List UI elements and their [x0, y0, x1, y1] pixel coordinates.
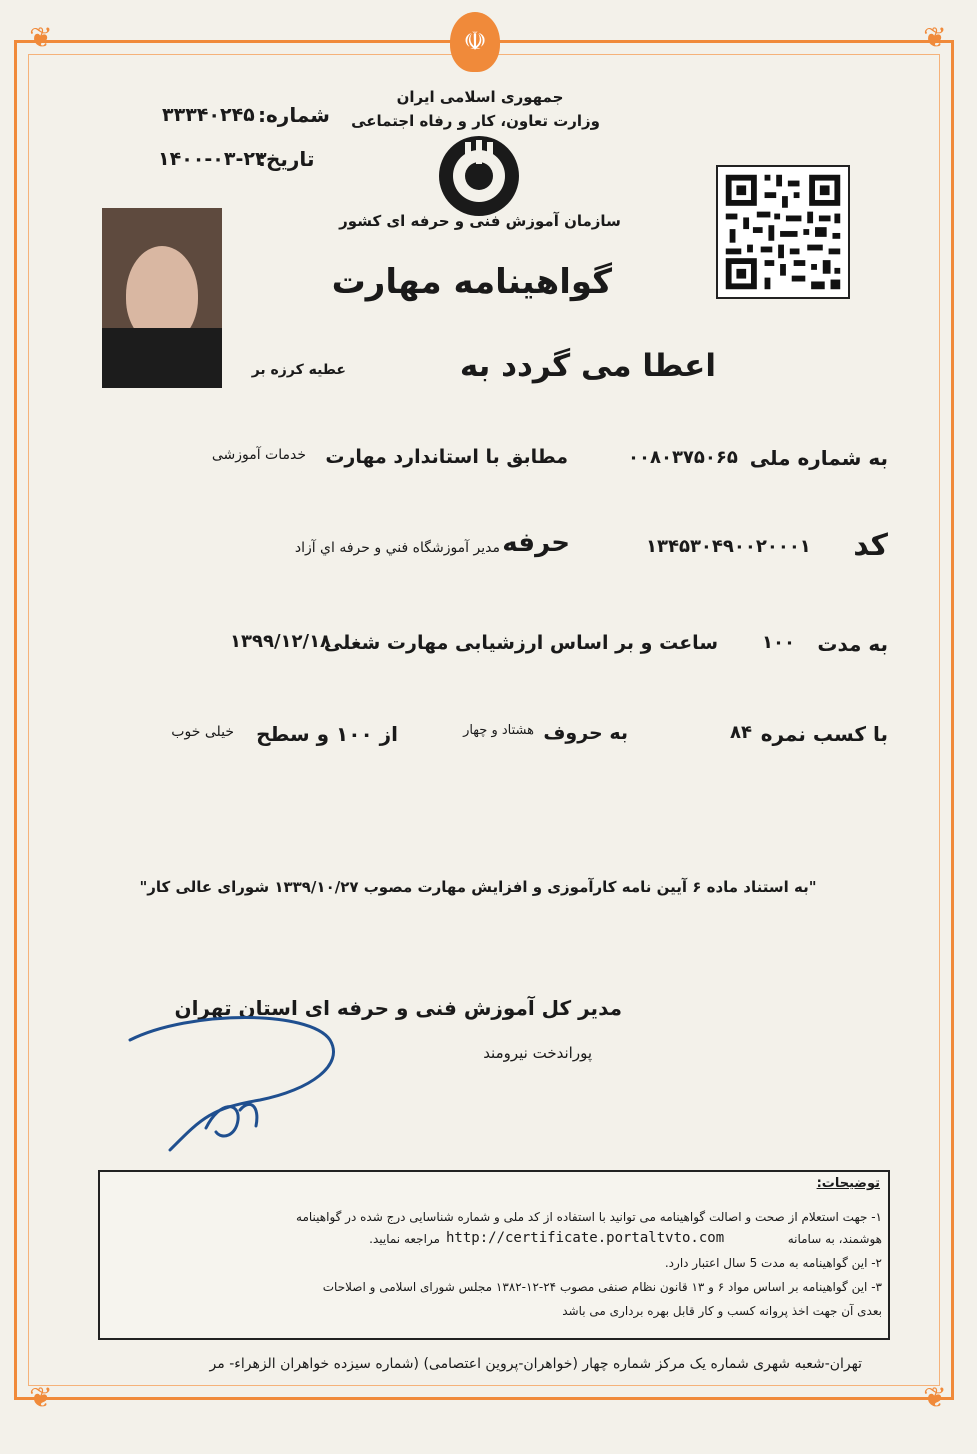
- notes-line-5: بعدی آن جهت اخذ پروانه کسب و کار قابل بهره برداری می باشد: [562, 1304, 882, 1318]
- tvto-logo-icon: [435, 132, 523, 220]
- score-value: ۸۴: [730, 722, 752, 743]
- date-value: ۱۴۰۰-۰۳-۲۳: [158, 148, 267, 170]
- notes-box: [98, 1170, 890, 1340]
- notes-line-4: ۳- این گواهینامه بر اساس مواد ۶ و ۱۳ قانون نظام صنفی مصوب ۲۴-۱۲-۱۳۸۲ مجلس شورای اسلامی و اصلاحات: [322, 1280, 882, 1294]
- code-label: کد: [853, 528, 888, 563]
- signature-icon: [110, 1010, 350, 1160]
- notes-line-2b: مراجعه نمایید.: [369, 1232, 440, 1246]
- duration-label: به مدت: [817, 632, 888, 656]
- letters-label: به حروف: [543, 722, 628, 744]
- signatory-title: مدیر کل آموزش فنی و حرفه ای استان تهران: [174, 996, 622, 1020]
- code-value: ۱۳۴۵۳۰۴۹۰۰۲۰۰۰۱: [646, 536, 811, 557]
- letters-value: هشتاد و چهار: [463, 723, 534, 738]
- signatory-name: پوراندخت نیرومند: [483, 1044, 592, 1062]
- standard-value: خدمات آموزشی: [211, 447, 306, 463]
- occupation-label: حرفه: [502, 528, 570, 558]
- corner-ornament-icon: ❦: [29, 21, 53, 54]
- notes-line-1: ۱- جهت استعلام از صحت و اصالت گواهینامه می توانید با استفاده از کد ملی و شماره شناسایی درج شده در گواهینامه: [296, 1210, 882, 1224]
- certificate-title: گواهینامه مهارت: [331, 262, 612, 302]
- score-label: با کسب نمره: [760, 722, 888, 746]
- national-id-value: ۰۰۸۰۳۷۵۰۶۵: [628, 447, 738, 468]
- header-organization: سازمان آموزش فنی و حرفه ای کشور: [339, 212, 621, 230]
- iran-emblem-icon: ☫: [450, 12, 500, 72]
- header-ministry: وزارت تعاون، کار و رفاه اجتماعی: [351, 112, 600, 130]
- corner-ornament-icon: ❦: [923, 1381, 947, 1414]
- corner-ornament-icon: ❦: [923, 21, 947, 54]
- number-label: شماره:: [258, 103, 330, 127]
- corner-ornament-icon: ❦: [29, 1381, 53, 1414]
- holder-name: عطیه کرزه بر: [251, 362, 346, 378]
- national-id-label: به شماره ملی: [749, 446, 888, 470]
- notes-line-2a: هوشمند، به سامانه: [787, 1232, 882, 1246]
- duration-value: ۱۰۰: [762, 632, 795, 653]
- level-value: خیلی خوب: [171, 724, 234, 740]
- header-country: جمهوری اسلامی ایران: [396, 88, 564, 106]
- legal-basis: "به استناد ماده ۶ آیین نامه کارآموزی و افزایش مهارت مصوب ۱۳۳۹/۱۰/۲۷ شورای عالی کار": [139, 878, 817, 896]
- footer-address: تهران-شعبه شهری شماره یک مرکز شماره چهار (خواهران-پروین اعتصامی) (شماره سیزده خواهران الزهراء- مر: [209, 1356, 862, 1372]
- awarded-to-label: اعطا می گردد به: [459, 348, 716, 384]
- out-of-label: از ۱۰۰ و سطح: [256, 722, 398, 746]
- standard-label: مطابق با استاندارد مهارت: [325, 446, 568, 468]
- number-value: ۳۳۳۴۰۲۴۵: [162, 104, 255, 126]
- certificate-portal-link[interactable]: http://certificate.portaltvto.com: [446, 1230, 725, 1246]
- assessment-date: ۱۳۹۹/۱۲/۱۸: [230, 631, 332, 652]
- hours-basis-label: ساعت و بر اساس ارزشیابی مهارت شغلی: [323, 632, 718, 654]
- date-label: تاریخ:: [258, 147, 315, 171]
- occupation-value: مدیر آموزشگاه فني و حرفه اي آزاد: [294, 540, 500, 556]
- notes-heading: توضیحات:: [816, 1176, 880, 1191]
- qr-code-icon: [716, 165, 850, 299]
- notes-line-3: ۲- این گواهینامه به مدت 5 سال اعتبار دارد.: [664, 1256, 882, 1270]
- holder-photo: [102, 208, 222, 388]
